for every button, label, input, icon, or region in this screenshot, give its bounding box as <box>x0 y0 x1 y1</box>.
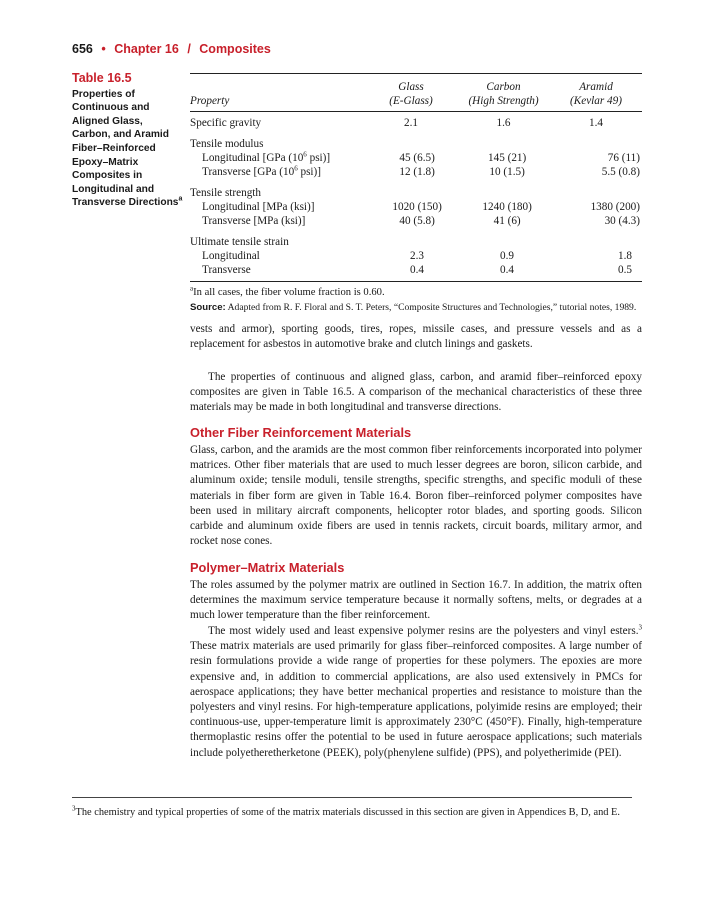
properties-table <box>190 73 642 314</box>
page-footnote: $^3$The chemistry and typical properties of some of the matrix materials discussed in this section are given in Appendices B, D, and E. <box>72 804 621 818</box>
row-label: Longitudinal [MPa (ksi)] <box>202 201 315 213</box>
cell-value: 1240 (180) <box>482 201 532 213</box>
cell-value: 40 (5.8) <box>399 215 435 227</box>
running-header <box>72 42 271 56</box>
cell-value: 145 (21) <box>488 152 527 164</box>
cell-value: 1.4 <box>589 117 603 129</box>
header-separator: / <box>187 42 191 56</box>
table-row <box>190 200 642 214</box>
row-label: Specific gravity <box>190 117 262 129</box>
row-label: Longitudinal [GPa ($10^6$ psi)] <box>202 150 331 164</box>
table-footnote: $^a$In all cases, the fiber volume fraction is 0.60. <box>190 284 385 298</box>
cell-value: 45 (6.5) <box>399 152 435 164</box>
table-source: Source: Adapted from R. F. Floral and S. T. Peters, “Composite Structures and Technologies,” tutorial notes, 1989. <box>190 302 637 313</box>
chapter-title: Composites <box>199 42 271 56</box>
row-label: Longitudinal <box>202 250 260 262</box>
header-bullet: • <box>101 42 106 56</box>
cell-value: 0.4 <box>410 264 424 276</box>
body-paragraph: vests and armor), sporting goods, tires, ropes, missile cases, and pressure vessels and as a replacement for asbestos in automotive brake and clutch linings and gaskets. <box>190 323 642 351</box>
cell-value: 41 (6) <box>493 215 521 227</box>
cell-value: 0.5 <box>618 264 632 276</box>
table-row <box>190 112 642 130</box>
body-paragraph: The roles assumed by the polymer matrix are outlined in Section 16.7. In addition, the matrix often determines the maximum service temperature because it normally softens, melts, or degrades at a much lower temperature than the fiber reinforcement. <box>190 579 642 622</box>
cell-value: 0.9 <box>499 250 514 262</box>
page-number: 656 <box>72 42 93 56</box>
cell-value: 2.3 <box>410 250 424 262</box>
cell-value: 2.1 <box>404 117 418 129</box>
section-heading: Polymer–Matrix Materials <box>190 560 345 575</box>
table-caption <box>72 72 184 210</box>
chapter-label: Chapter 16 <box>114 42 179 56</box>
caption-footnote-mark: a <box>178 195 183 203</box>
caption-text: Properties of Continuous and Aligned Glass, Carbon, and Aramid Fiber–Reinforced Epoxy–Matrix Composites in Longitudinal and Transverse Directions <box>72 88 179 209</box>
col-header-glass: Glass (E-Glass) <box>389 81 433 107</box>
table-group-label: Tensile strength <box>190 187 261 199</box>
table-group-label: Ultimate tensile strain <box>190 236 289 248</box>
col-header-aramid: Aramid (Kevlar 49) <box>570 81 622 107</box>
col-header-carbon: Carbon (High Strength) <box>468 81 539 107</box>
table-header-row <box>190 74 642 111</box>
cell-value: 5.5 (0.8) <box>601 166 640 178</box>
cell-value: 1020 (150) <box>392 201 442 213</box>
cell-value: 30 (4.3) <box>604 215 640 227</box>
row-label: Transverse <box>202 264 251 276</box>
cell-value: 1380 (200) <box>590 201 640 213</box>
table-group-label: Tensile modulus <box>190 138 264 150</box>
table-row <box>190 151 642 165</box>
cell-value: 10 (1.5) <box>489 166 525 178</box>
section-heading: Other Fiber Reinforcement Materials <box>190 425 412 440</box>
cell-value: 76 (11) <box>607 152 640 164</box>
table-row <box>190 165 642 179</box>
table-row <box>190 249 642 263</box>
cell-value: 0.4 <box>499 264 514 276</box>
footnote-rule <box>72 797 632 798</box>
table-row <box>190 214 642 228</box>
table-row <box>190 263 642 281</box>
cell-value: 1.6 <box>496 117 511 129</box>
row-label: Transverse [MPa (ksi)] <box>202 215 306 227</box>
cell-value: 12 (1.8) <box>399 166 435 178</box>
col-header-property: Property <box>190 95 230 107</box>
body-paragraph: The properties of continuous and aligned glass, carbon, and aramid fiber–reinforced epoxy composites are given in Table 16.5. A comparison of the mechanical characteristics of these three materials may be made in both longitudinal and transverse directions. <box>190 371 642 414</box>
body-paragraph: Glass, carbon, and the aramids are the most common fiber reinforcements incorporated into polymer matrices. Other fiber materials that are used to much lesser degrees are boron, silicon carbide, and aluminum oxide; tensile moduli, tensile strengths, specific strengths, and specific moduli of these materials in fiber form are given in Table 16.4. Boron fiber–reinforced polymer composites have been used in military aircraft components, helicopter rotor blades, and sporting goods. Silicon carbide and aluminum oxide fibers are used in tennis rackets, circuit boards, military armor, and rocket nose cones. <box>190 444 642 548</box>
body-paragraph: The most widely used and least expensive polymer resins are the polyesters and vinyl esters.$^3$ These matrix materials are used primarily for glass fiber–reinforced composites. A large number of resin formulations provide a wide range of properties for these polymers. The epoxies are more expensive and, in addition to commercial applications, are also used extensively in PMCs for aerospace applications; they have better mechanical properties and resistance to moisture than the polyesters and vinyl resins. For high-temperature applications, polyimide resins are employed; their continuous-use, upper-temperature limit is approximately 230°C (450°F). Finally, high-temperature thermoplastic resins offer the potential to be used in future aerospace applications; such materials include polyetheretherketone (PEEK), poly(phenylene sulfide) (PPS), and polyetherimide (PEI). <box>190 623 642 759</box>
row-label: Transverse [GPa ($10^6$ psi)] <box>202 164 321 178</box>
cell-value: 1.8 <box>618 250 632 262</box>
table-number: Table 16.5 <box>72 71 132 85</box>
